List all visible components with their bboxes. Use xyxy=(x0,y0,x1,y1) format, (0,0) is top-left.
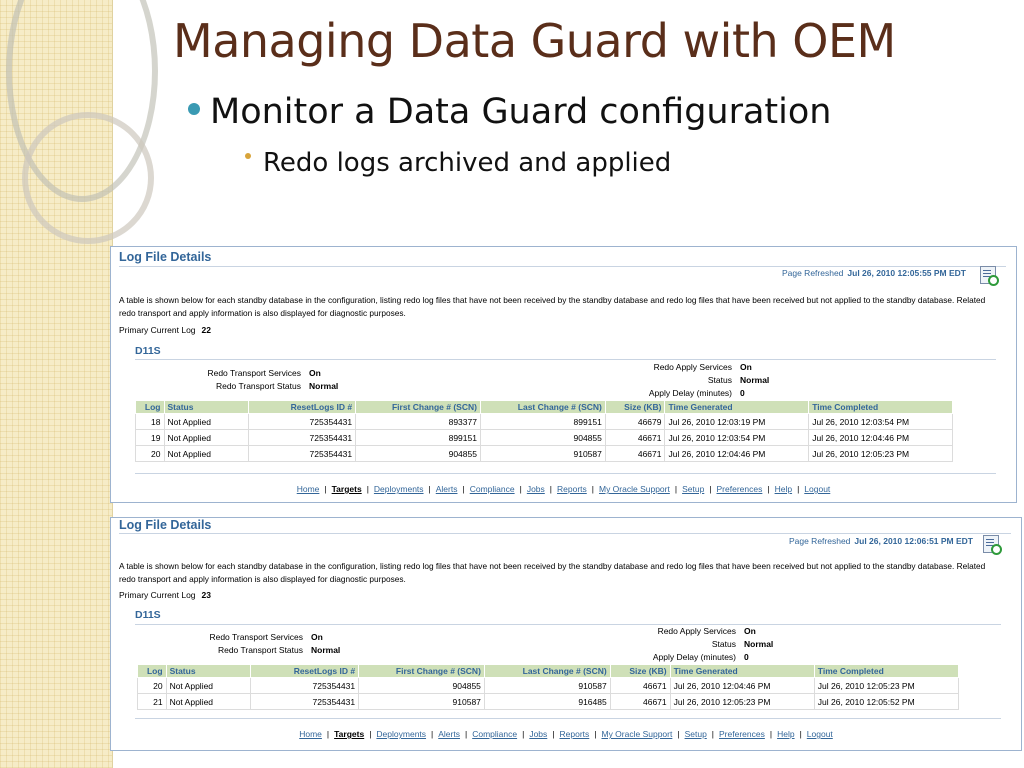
divider xyxy=(119,266,1006,267)
table-cell: 910587 xyxy=(359,694,485,710)
field-value: Normal xyxy=(309,381,339,391)
apply-status xyxy=(631,375,769,385)
footer-separator: | xyxy=(522,729,525,739)
table-cell: 46671 xyxy=(610,678,670,694)
column-header[interactable]: ResetLogs ID # xyxy=(248,401,355,414)
footer-link-jobs[interactable]: Jobs xyxy=(526,484,545,494)
redo-transport-status xyxy=(191,381,338,391)
table-header-row xyxy=(138,665,959,678)
table-cell: Not Applied xyxy=(164,430,248,446)
footer-link-deployments[interactable]: Deployments xyxy=(376,729,427,739)
field-label: Status xyxy=(707,375,732,385)
page-refreshed xyxy=(789,536,973,546)
footer-link-preferences[interactable]: Preferences xyxy=(716,484,763,494)
footer-separator: | xyxy=(799,729,802,739)
log-file-details-panel xyxy=(110,246,1017,503)
page-refreshed-value: Jul 26, 2010 12:06:51 PM EDT xyxy=(854,536,973,546)
footer-link-my-oracle-support[interactable]: My Oracle Support xyxy=(598,484,670,494)
table-row xyxy=(136,430,953,446)
footer-link-home[interactable]: Home xyxy=(299,729,322,739)
table-cell: Jul 26, 2010 12:04:46 PM xyxy=(809,430,953,446)
footer-separator: | xyxy=(431,729,434,739)
bullet-level-1 xyxy=(188,92,831,132)
table-cell: Not Applied xyxy=(166,694,251,710)
apply-delay xyxy=(631,388,745,398)
field-label: Redo Transport Services xyxy=(207,368,301,378)
slide-title: Managing Data Guard with OEM xyxy=(173,14,896,68)
table-cell: 46671 xyxy=(605,446,665,462)
table-cell: Jul 26, 2010 12:04:46 PM xyxy=(670,678,814,694)
redo-transport-status xyxy=(191,645,340,655)
divider xyxy=(135,359,996,360)
description-text: A table is shown below for each standby database in the configuration, listing redo log files that have not been received by the standby database and redo log files that have been received but not applied to the standby database. Related redo transport and apply information is also displayed for diagnostic purposes. xyxy=(119,561,986,584)
table-row xyxy=(138,694,959,710)
log-files-table xyxy=(135,400,953,462)
column-header[interactable]: First Change # (SCN) xyxy=(359,665,485,678)
divider xyxy=(135,624,1001,625)
column-header[interactable]: Time Completed xyxy=(809,401,953,414)
footer-separator: | xyxy=(677,729,680,739)
log-files-table xyxy=(137,664,959,710)
field-value: On xyxy=(311,632,323,642)
footer-separator: | xyxy=(797,484,800,494)
field-value: 0 xyxy=(744,652,749,662)
primary-current-log-label: Primary Current Log xyxy=(119,590,196,600)
table-cell: Jul 26, 2010 12:05:23 PM xyxy=(814,678,958,694)
table-row xyxy=(136,446,953,462)
apply-status xyxy=(635,639,773,649)
table-cell: Jul 26, 2010 12:03:19 PM xyxy=(665,414,809,430)
footer-link-setup[interactable]: Setup xyxy=(682,484,705,494)
table-cell: 46671 xyxy=(605,430,665,446)
field-label: Redo Transport Status xyxy=(215,381,301,391)
footer-link-jobs[interactable]: Jobs xyxy=(529,729,548,739)
table-cell: 725354431 xyxy=(251,694,359,710)
table-header-row xyxy=(136,401,953,414)
column-header[interactable]: Log xyxy=(138,665,167,678)
table-cell: Jul 26, 2010 12:05:52 PM xyxy=(814,694,958,710)
footer-nav xyxy=(111,484,1016,494)
divider xyxy=(135,473,996,474)
footer-link-logout[interactable]: Logout xyxy=(804,484,831,494)
footer-separator: | xyxy=(767,484,770,494)
footer-link-help[interactable]: Help xyxy=(777,729,795,739)
column-header[interactable]: Size (KB) xyxy=(605,401,665,414)
column-header[interactable]: Time Generated xyxy=(670,665,814,678)
redo-apply-services xyxy=(635,626,756,636)
footer-link-compliance[interactable]: Compliance xyxy=(472,729,518,739)
table-cell: 725354431 xyxy=(251,678,359,694)
footer-nav xyxy=(111,729,1021,739)
standby-db-name: D11S xyxy=(135,345,161,357)
footer-link-reports[interactable]: Reports xyxy=(557,484,587,494)
refresh-icon[interactable] xyxy=(983,535,999,553)
footer-separator: | xyxy=(711,729,715,739)
footer-link-help[interactable]: Help xyxy=(774,484,793,494)
table-cell: 910587 xyxy=(480,446,605,462)
field-value: On xyxy=(740,362,752,372)
table-cell: 910587 xyxy=(484,678,610,694)
field-value: Normal xyxy=(311,645,341,655)
footer-link-preferences[interactable]: Preferences xyxy=(719,729,765,739)
table-cell: 916485 xyxy=(484,694,610,710)
refresh-icon[interactable] xyxy=(980,266,996,284)
description-text: A table is shown below for each standby database in the configuration, listing redo log files that have not been received by the standby database and redo log files that have been received but not applied to the standby database. Related redo transport and apply information is also displayed for diagnostic purposes. xyxy=(119,295,986,318)
field-value: Normal xyxy=(740,375,770,385)
table-cell: Not Applied xyxy=(164,414,248,430)
footer-separator: | xyxy=(674,484,678,494)
column-header[interactable]: Size (KB) xyxy=(610,665,670,678)
column-header[interactable]: Log xyxy=(136,401,165,414)
primary-current-log-value: 23 xyxy=(201,590,211,600)
table-cell: Not Applied xyxy=(164,446,248,462)
table-cell: 20 xyxy=(136,446,165,462)
table-cell: 904855 xyxy=(356,446,481,462)
table-cell: 904855 xyxy=(480,430,605,446)
table-cell: Not Applied xyxy=(166,678,251,694)
footer-separator: | xyxy=(594,729,597,739)
footer-separator: | xyxy=(324,484,327,494)
footer-separator: | xyxy=(519,484,522,494)
footer-separator: | xyxy=(366,484,369,494)
table-cell: 893377 xyxy=(356,414,481,430)
standby-db-name: D11S xyxy=(135,609,161,621)
page-refreshed-label: Page Refreshed xyxy=(788,536,851,546)
footer-link-targets[interactable]: Targets xyxy=(334,729,365,739)
table-cell: Jul 26, 2010 12:05:23 PM xyxy=(809,446,953,462)
table-cell: 18 xyxy=(136,414,165,430)
column-header[interactable]: Time Generated xyxy=(665,401,809,414)
column-header[interactable]: ResetLogs ID # xyxy=(251,665,359,678)
table-cell: 899151 xyxy=(480,414,605,430)
field-label: Apply Delay (minutes) xyxy=(648,388,732,398)
table-cell: 46671 xyxy=(610,694,670,710)
footer-link-alerts[interactable]: Alerts xyxy=(438,729,460,739)
divider xyxy=(119,533,1011,534)
table-cell: 725354431 xyxy=(248,414,355,430)
field-value: On xyxy=(744,626,756,636)
bullet-text: Redo logs archived and applied xyxy=(263,148,672,178)
footer-link-setup[interactable]: Setup xyxy=(684,729,707,739)
column-header[interactable]: Status xyxy=(166,665,251,678)
footer-separator: | xyxy=(326,729,330,739)
footer-separator: | xyxy=(464,729,468,739)
table-cell: 904855 xyxy=(359,678,485,694)
table-cell: 725354431 xyxy=(248,430,355,446)
footer-separator: | xyxy=(769,729,773,739)
field-label: Redo Transport Status xyxy=(217,645,303,655)
field-label: Redo Apply Services xyxy=(657,626,736,636)
primary-current-log-label: Primary Current Log xyxy=(119,325,196,335)
field-label: Redo Transport Services xyxy=(209,632,303,642)
primary-current-log-value: 22 xyxy=(201,325,211,335)
field-label: Status xyxy=(711,639,736,649)
column-header[interactable]: First Change # (SCN) xyxy=(356,401,481,414)
bullet-text: Monitor a Data Guard configuration xyxy=(210,92,832,132)
primary-current-log xyxy=(119,325,211,335)
field-value: On xyxy=(309,368,321,378)
redo-transport-services xyxy=(191,632,323,642)
decorative-ring xyxy=(22,112,154,244)
page-refreshed xyxy=(782,268,966,278)
bullet-dot-icon xyxy=(245,153,251,159)
table-cell: Jul 26, 2010 12:03:54 PM xyxy=(665,430,809,446)
page-refreshed-value: Jul 26, 2010 12:05:55 PM EDT xyxy=(847,268,966,278)
panel-title: Log File Details xyxy=(119,518,212,532)
footer-separator: | xyxy=(462,484,465,494)
log-file-details-panel xyxy=(110,517,1022,751)
footer-link-my-oracle-support[interactable]: My Oracle Support xyxy=(601,729,673,739)
footer-link-reports[interactable]: Reports xyxy=(559,729,590,739)
footer-link-home[interactable]: Home xyxy=(296,484,320,494)
footer-link-compliance[interactable]: Compliance xyxy=(469,484,515,494)
table-cell: 21 xyxy=(138,694,167,710)
footer-separator: | xyxy=(549,484,552,494)
table-row xyxy=(136,414,953,430)
footer-separator: | xyxy=(709,484,712,494)
page-refreshed-label: Page Refreshed xyxy=(781,268,844,278)
footer-separator: | xyxy=(552,729,555,739)
apply-delay xyxy=(635,652,749,662)
divider xyxy=(135,718,1001,719)
table-cell: Jul 26, 2010 12:04:46 PM xyxy=(665,446,809,462)
column-header[interactable]: Status xyxy=(164,401,248,414)
footer-separator: | xyxy=(591,484,594,494)
redo-transport-services xyxy=(191,368,321,378)
footer-separator: | xyxy=(369,729,372,739)
column-header[interactable]: Last Change # (SCN) xyxy=(484,665,610,678)
footer-link-deployments[interactable]: Deployments xyxy=(373,484,424,494)
table-cell: 19 xyxy=(136,430,165,446)
table-cell: 46679 xyxy=(605,414,665,430)
panel-title: Log File Details xyxy=(119,250,212,264)
primary-current-log xyxy=(119,590,211,600)
footer-separator: | xyxy=(428,484,431,494)
footer-link-alerts[interactable]: Alerts xyxy=(435,484,458,494)
redo-apply-services xyxy=(631,362,752,372)
field-value: Normal xyxy=(744,639,774,649)
table-row xyxy=(138,678,959,694)
field-value: 0 xyxy=(740,388,745,398)
table-cell: Jul 26, 2010 12:03:54 PM xyxy=(809,414,953,430)
table-cell: 725354431 xyxy=(248,446,355,462)
footer-link-targets[interactable]: Targets xyxy=(331,484,362,494)
column-header[interactable]: Time Completed xyxy=(814,665,958,678)
field-label: Apply Delay (minutes) xyxy=(652,652,736,662)
footer-link-logout[interactable]: Logout xyxy=(806,729,833,739)
bullet-dot-icon xyxy=(188,103,200,115)
bullet-level-2 xyxy=(245,148,671,178)
table-cell: Jul 26, 2010 12:05:23 PM xyxy=(670,694,814,710)
table-cell: 20 xyxy=(138,678,167,694)
field-label: Redo Apply Services xyxy=(653,362,732,372)
table-cell: 899151 xyxy=(356,430,481,446)
column-header[interactable]: Last Change # (SCN) xyxy=(480,401,605,414)
